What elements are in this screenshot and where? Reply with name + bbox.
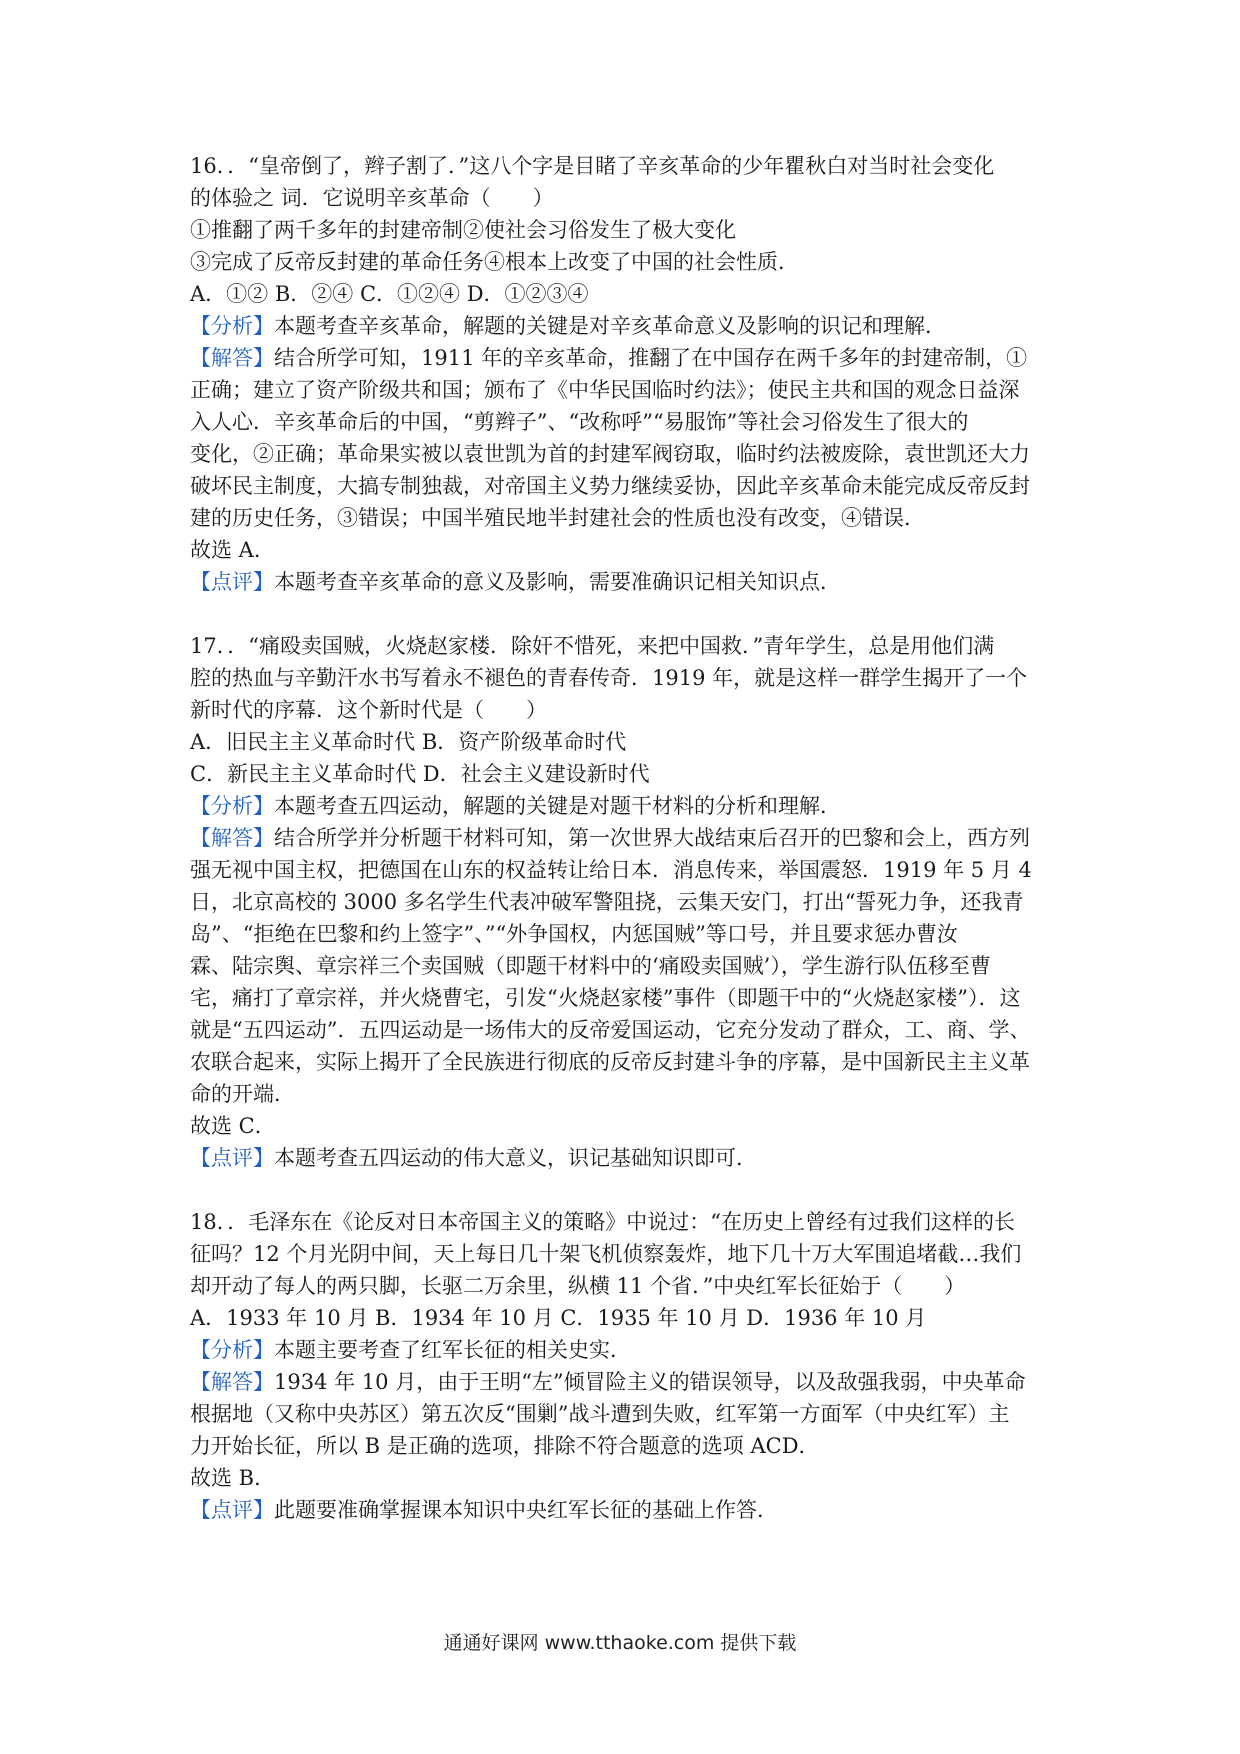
answer-text: 正确；建立了资产阶级共和国；颁布了《中华民国临时约法》；使民主共和国的观念日益深 [190,378,1020,402]
question-17 [190,630,1070,1174]
question-16 [190,150,1070,598]
question-text: 却开动了每人的两只脚，长驱二万余里，纵横 11 个省．”中央红军长征始于（ ） [190,1274,966,1298]
answer-text: 破坏民主制度，大搞专制独裁，对帝国主义势力继续妥协，因此辛亥革命未能完成反帝反封 [190,474,1030,498]
comment-line [190,1494,1070,1526]
answer-text: 农联合起来，实际上揭开了全民族进行彻底的反帝反封建斗争的序幕，是中国新民主主义革 [190,1050,1030,1074]
options: A．1933 年 10 月 B．1934 年 10 月 C．1935 年 10 月 D．1936 年 10 月 [190,1306,927,1330]
page-footer: 通通好课网 www.tthaoke.com 提供下载 [443,1632,797,1654]
answer-text: 变化，②正确；革命果实被以袁世凯为首的封建军阀窃取，临时约法被废除，袁世凯还大力 [190,442,1030,466]
answer-text: 结合所学并分析题干材料可知，第一次世界大战结束后召开的巴黎和会上，西方列 [274,826,1030,850]
answer-text: 结合所学可知，1911 年的辛亥革命，推翻了在中国存在两千多年的封建帝制，① [274,346,1028,370]
answer-text: 建的历史任务，③错误；中国半殖民地半封建社会的性质也没有改变，④错误． [190,506,925,530]
answer-tag: 【解答】 [190,346,274,370]
comment-tag: 【点评】 [190,570,274,594]
answer-text: 宅，痛打了章宗祥，并火烧曹宅，引发“火烧赵家楼”事件（即题干中的“火烧赵家楼”）．这 [190,986,1021,1010]
answer-text: 岛”、“拒绝在巴黎和约上签字”、”“外争国权，内惩国贼”等口号，并且要求惩办曹汝 [190,922,958,946]
options: A．①② B．②④ C．①②④ D．①②③④ [190,282,589,306]
question-text: 新时代的序幕．这个新时代是（ ） [190,698,547,722]
comment-text: 本题考查五四运动的伟大意义，识记基础知识即可． [274,1146,757,1170]
comment-tag: 【点评】 [190,1146,274,1170]
comment-text: 本题考查辛亥革命的意义及影响，需要准确识记相关知识点． [274,570,841,594]
analysis-tag: 【分析】 [190,314,274,338]
answer-text: 1934 年 10 月，由于王明“左”倾冒险主义的错误领导，以及敌强我弱，中央革命 [274,1370,1026,1394]
analysis-text: 本题主要考查了红军长征的相关史实． [274,1338,631,1362]
spacer [190,598,1070,630]
analysis-line [190,1334,1070,1366]
choice-result: 故选 B． [190,1466,276,1490]
answer-tag: 【解答】 [190,1370,274,1394]
question-text: 征吗？12 个月光阴中间，天上每日几十架飞机侦察轰炸，地下几十万大军围追堵截…我们 [190,1242,1022,1266]
answer-text: 日，北京高校的 3000 多名学生代表冲破军警阻挠，云集天安门，打出“誓死力争，还我青 [190,890,1024,914]
answer-text: 入人心．辛亥革命后的中国，“剪辫子”、“改称呼”“易服饰”等社会习俗发生了很大的 [190,410,969,434]
answer-text: 就是“五四运动”．五四运动是一场伟大的反帝爱国运动，它充分发动了群众，工、商、学、 [190,1018,1031,1042]
options: C．新民主主义革命时代 D．社会主义建设新时代 [190,762,650,786]
question-text: 的体验之 词．它说明辛亥革命（ ） [190,186,554,210]
answer-tag: 【解答】 [190,826,274,850]
analysis-tag: 【分析】 [190,1338,274,1362]
analysis-line [190,310,1070,342]
question-text: 16．．“皇帝倒了，辫子割了．”这八个字是目睹了辛亥革命的少年瞿秋白对当时社会变化 [190,154,995,178]
question-text: 腔的热血与辛勤汗水书写着永不褪色的青春传奇．1919 年，就是这样一群学生揭开了一个 [190,666,1028,690]
options: A．旧民主主义革命时代 B．资产阶级革命时代 [190,730,627,754]
answer-line [190,1366,1070,1398]
answer-text: 强无视中国主权，把德国在山东的权益转让给日本．消息传来，举国震怒．1919 年 5 月 4 [190,858,1032,882]
question-text: 17．．“痛殴卖国贼，火烧赵家楼．除奸不惜死，来把中国救．”青年学生，总是用他们满 [190,634,995,658]
question-text: 18．．毛泽东在《论反对日本帝国主义的策略》中说过：“在历史上曾经有过我们这样的长 [190,1210,1015,1234]
document-body [190,150,1070,1526]
question-18 [190,1206,1070,1526]
statement: ①推翻了两千多年的封建帝制②使社会习俗发生了极大变化 [190,218,736,242]
statement: ③完成了反帝反封建的革命任务④根本上改变了中国的社会性质． [190,250,799,274]
answer-text: 根据地（又称中央苏区）第五次反“围剿”战斗遭到失败，红军第一方面军（中央红军）主 [190,1402,1010,1426]
comment-line [190,1142,1070,1174]
analysis-tag: 【分析】 [190,794,274,818]
answer-text: 命的开端． [190,1082,295,1106]
analysis-text: 本题考查辛亥革命，解题的关键是对辛亥革命意义及影响的识记和理解． [274,314,946,338]
choice-result: 故选 A． [190,538,275,562]
analysis-line [190,790,1070,822]
spacer [190,1174,1070,1206]
answer-line [190,822,1070,854]
comment-line [190,566,1070,598]
answer-line [190,342,1070,374]
answer-text: 力开始长征，所以 B 是正确的选项，排除不符合题意的选项 ACD． [190,1434,820,1458]
comment-text: 此题要准确掌握课本知识中央红军长征的基础上作答． [274,1498,778,1522]
analysis-text: 本题考查五四运动，解题的关键是对题干材料的分析和理解． [274,794,841,818]
choice-result: 故选 C． [190,1114,276,1138]
comment-tag: 【点评】 [190,1498,274,1522]
answer-text: 霖、陆宗舆、章宗祥三个卖国贼（即题干材料中的‘痛殴卖国贼’），学生游行队伍移至曹 [190,954,991,978]
